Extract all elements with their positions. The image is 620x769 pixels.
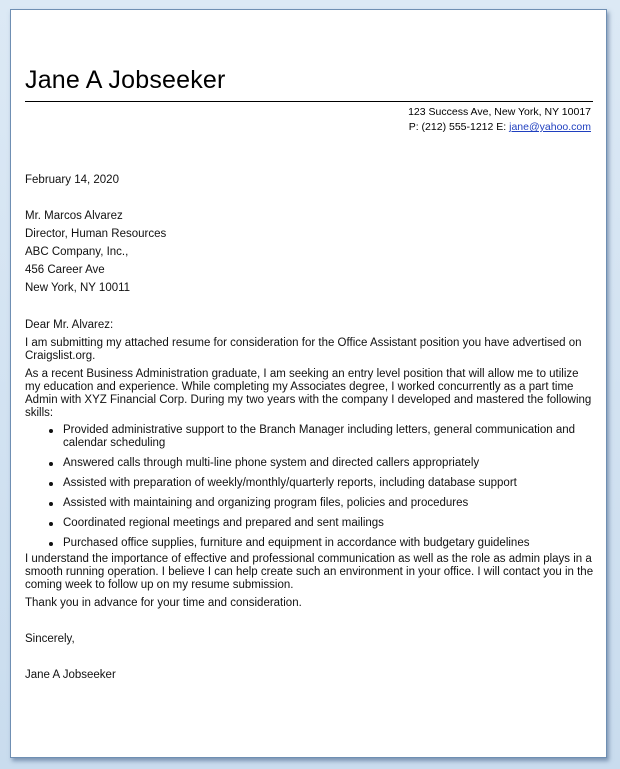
paragraph-thanks: Thank you in advance for your time and consideration. bbox=[25, 597, 302, 609]
sender-phone: P: (212) 555-1212 E: bbox=[408, 121, 510, 133]
recipient-street: 456 Career Ave bbox=[25, 264, 105, 276]
list-item: Provided administrative support to the Branch Manager including letters, general communication and calendar scheduling bbox=[53, 424, 595, 450]
list-item: Assisted with maintaining and organizing program files, policies and procedures bbox=[53, 497, 595, 510]
signature: Jane A Jobseeker bbox=[25, 669, 116, 681]
paragraph-intro: I am submitting my attached resume for consideration for the Office Assistant position you have advertised on Craigslist.org. bbox=[25, 337, 582, 362]
sender-phone-email bbox=[408, 120, 591, 135]
recipient-company: ABC Company, Inc., bbox=[25, 246, 129, 258]
recipient-title: Director, Human Resources bbox=[25, 228, 167, 240]
list-item: Answered calls through multi-line phone system and directed callers appropriately bbox=[53, 457, 595, 470]
salutation: Dear Mr. Alvarez: bbox=[25, 319, 114, 331]
list-item: Assisted with preparation of weekly/monthly/quarterly reports, including database support bbox=[53, 477, 595, 490]
sender-contact bbox=[408, 105, 591, 135]
signoff: Sincerely, bbox=[25, 633, 75, 645]
recipient-block bbox=[25, 207, 595, 297]
letter-page bbox=[10, 9, 607, 758]
recipient-name: Mr. Marcos Alvarez bbox=[25, 210, 123, 222]
sender-email-link[interactable]: jane@yahoo.com bbox=[509, 121, 591, 133]
recipient-city: New York, NY 10011 bbox=[25, 282, 131, 294]
sender-name: Jane A Jobseeker bbox=[25, 66, 226, 94]
letter-date: February 14, 2020 bbox=[25, 174, 119, 186]
paragraph-background: As a recent Business Administration graduate, I am seeking an entry level position that will allow me to utilize my education and experience. While completing my Associates degree, I worked concurrently as a part time Admin with XYZ Financial Corp. During my two years with the company I developed and mastered the following skills: bbox=[25, 368, 592, 419]
list-item: Purchased office supplies, furniture and equipment in accordance with budgetary guidelines bbox=[53, 537, 595, 550]
sender-address: 123 Success Ave, New York, NY 10017 bbox=[408, 106, 591, 118]
header-divider bbox=[25, 101, 593, 102]
paragraph-closing: I understand the importance of effective and professional communication as well as the role as admin plays in a smooth running operation. I believe I can help create such an environment in your office. I will contact you in the coming week to follow up on my resume submission. bbox=[25, 553, 594, 591]
list-item: Coordinated regional meetings and prepared and sent mailings bbox=[53, 517, 595, 530]
skills-list bbox=[25, 424, 595, 557]
